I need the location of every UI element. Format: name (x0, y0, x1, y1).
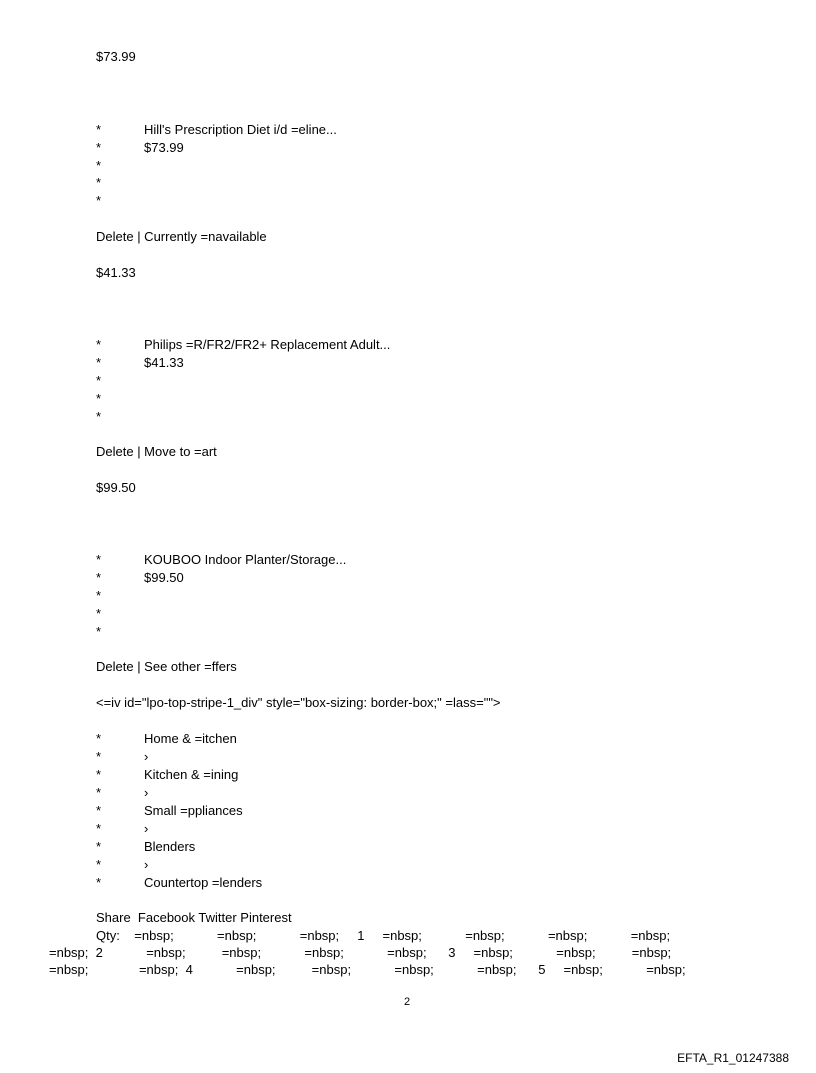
bullet-marker: * (96, 749, 102, 764)
bullet-marker: * (96, 731, 102, 746)
qty-line: Qty: =nbsp; =nbsp; =nbsp; 1 =nbsp; =nbsp; =nbsp; =nbsp; (96, 928, 671, 943)
breadcrumb-item: Home & =itchen (144, 731, 237, 746)
price-text: $41.33 (96, 265, 136, 280)
bullet-marker: * (96, 552, 102, 567)
share-line: Share Facebook Twitter Pinterest (96, 910, 292, 925)
bullet-marker: * (96, 803, 102, 818)
bullet-marker: * (96, 570, 102, 585)
price-text: $99.50 (96, 480, 136, 495)
item-actions: Delete | See other =ffers (96, 659, 237, 674)
bullet-marker: * (96, 355, 102, 370)
breadcrumb-item: Small =ppliances (144, 803, 243, 818)
item-actions: Delete | Currently =navailable (96, 229, 267, 244)
product-price: $41.33 (144, 355, 184, 370)
breadcrumb-separator: › (144, 857, 149, 872)
bullet-marker: * (96, 785, 102, 800)
bullet-marker: * (96, 606, 102, 621)
bullet-marker: * (96, 821, 102, 836)
bullet-marker: * (96, 857, 102, 872)
product-title: Philips =R/FR2/FR2+ Replacement Adult... (144, 337, 391, 352)
breadcrumb-separator: › (144, 785, 149, 800)
bullet-marker: * (96, 588, 102, 603)
bullet-marker: * (96, 875, 102, 890)
page-number: 2 (404, 996, 411, 1008)
bullet-marker: * (96, 373, 102, 388)
breadcrumb-item: Kitchen & =ining (144, 767, 239, 782)
item-actions: Delete | Move to =art (96, 444, 217, 459)
breadcrumb-separator: › (144, 749, 149, 764)
bullet-marker: * (96, 767, 102, 782)
bullet-marker: * (96, 624, 102, 639)
bullet-marker: * (96, 175, 102, 190)
html-fragment-text: <=iv id="lpo-top-stripe-1_div" style="box-sizing: border-box;" =lass=""> (96, 695, 501, 710)
product-title: Hill's Prescription Diet i/d =eline... (144, 122, 337, 137)
product-price: $73.99 (144, 140, 184, 155)
bullet-marker: * (96, 193, 102, 208)
product-price: $99.50 (144, 570, 184, 585)
breadcrumb-item: Blenders (144, 839, 196, 854)
bullet-marker: * (96, 337, 102, 352)
document-id: EFTA_R1_01247388 (677, 1051, 789, 1065)
bullet-marker: * (96, 122, 102, 137)
product-title: KOUBOO Indoor Planter/Storage... (144, 552, 347, 567)
bullet-marker: * (96, 158, 102, 173)
bullet-marker: * (96, 391, 102, 406)
bullet-marker: * (96, 140, 102, 155)
price-text: $73.99 (96, 49, 136, 64)
qty-line: =nbsp; 2 =nbsp; =nbsp; =nbsp; =nbsp; 3 =nbsp; =nbsp; =nbsp; (49, 945, 672, 960)
qty-line: =nbsp; =nbsp; 4 =nbsp; =nbsp; =nbsp; =nbsp; 5 =nbsp; =nbsp; (49, 962, 686, 977)
bullet-marker: * (96, 839, 102, 854)
breadcrumb-separator: › (144, 821, 149, 836)
breadcrumb-item: Countertop =lenders (144, 875, 263, 890)
bullet-marker: * (96, 409, 102, 424)
